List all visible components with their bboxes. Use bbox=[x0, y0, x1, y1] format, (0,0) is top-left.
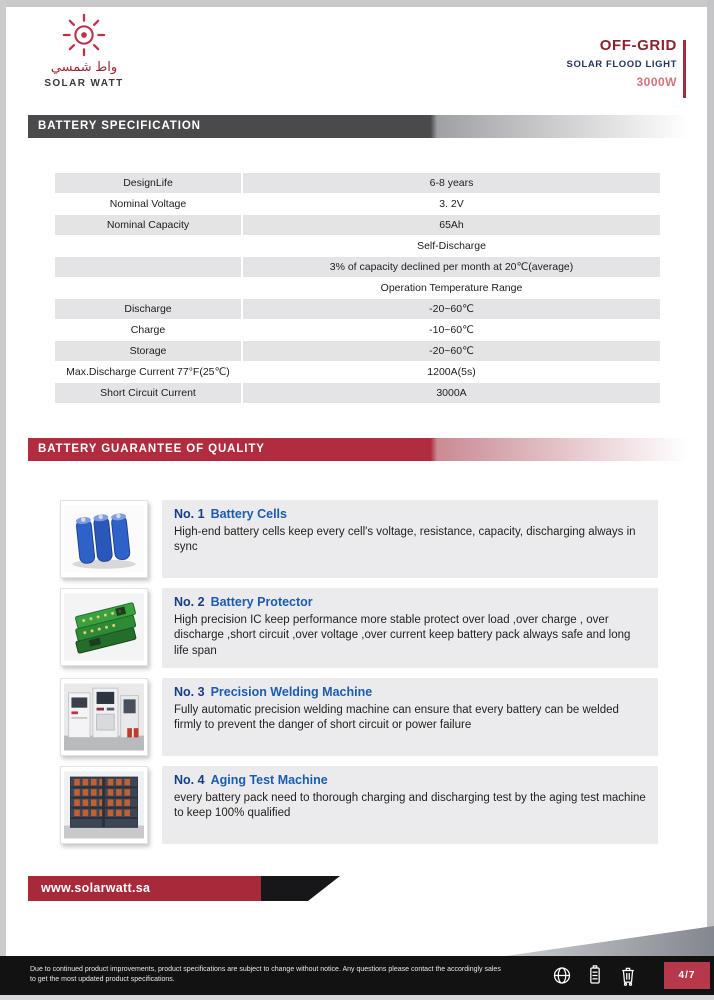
spec-label: Max.Discharge Current 77°F(25℃) bbox=[66, 366, 230, 378]
table-row bbox=[55, 215, 660, 235]
feature-description: Fully automatic precision welding machine can ensure that every battery can be welded firmly to prevent the danger of short circuit or power failure bbox=[174, 703, 619, 732]
product-line-offgrid: OFF-GRID bbox=[599, 37, 677, 54]
feature-number: No. 4 bbox=[174, 772, 205, 787]
brand-name: SOLAR WATT bbox=[44, 78, 124, 89]
quality-feature-list bbox=[60, 500, 658, 854]
spec-value: 3. 2V bbox=[439, 198, 464, 210]
spec-label bbox=[55, 278, 241, 298]
feature-heading bbox=[174, 685, 646, 699]
table-row bbox=[55, 173, 660, 193]
certification-icons bbox=[552, 963, 638, 988]
list-item bbox=[60, 588, 658, 668]
feature-number: No. 2 bbox=[174, 595, 205, 609]
feature-title: Battery Cells bbox=[210, 507, 287, 521]
website-banner: www.solarwatt.sa bbox=[28, 876, 261, 901]
aging-test-machine-photo bbox=[60, 766, 148, 844]
feature-text-welding-machine bbox=[162, 678, 658, 756]
spec-label: Discharge bbox=[55, 299, 241, 319]
product-line-name: SOLAR FLOOD LIGHT bbox=[566, 59, 677, 70]
waste-bin-icon bbox=[618, 963, 638, 988]
feature-text-battery-cells bbox=[162, 500, 658, 578]
spec-value: 65Ah bbox=[243, 215, 660, 235]
feature-title: Battery Protector bbox=[210, 595, 313, 609]
section-title-battery-specification: BATTERY SPECIFICATION bbox=[28, 115, 688, 138]
spec-label: DesignLife bbox=[55, 173, 241, 193]
spec-label bbox=[55, 236, 241, 256]
table-row bbox=[55, 194, 660, 214]
spec-label bbox=[55, 257, 241, 277]
battery-protector-photo bbox=[60, 588, 148, 666]
feature-number: No. 3 bbox=[174, 684, 205, 699]
feature-heading bbox=[174, 773, 646, 787]
battery-cells-image bbox=[64, 504, 144, 574]
table-row bbox=[55, 320, 660, 340]
spec-value: -20~60℃ bbox=[243, 299, 660, 319]
battery-protector-image bbox=[64, 592, 144, 662]
table-row bbox=[55, 341, 660, 361]
spec-value: 3000A bbox=[243, 383, 660, 403]
feature-description: High precision IC keep performance more stable protect over load ,over charge , over discharge ,short circuit ,over voltage ,over current keep battery pack always safe and long life span bbox=[174, 614, 631, 657]
feature-description: every battery pack need to thorough charging and discharging test by the aging test machine to keep 100% qualified bbox=[174, 791, 646, 820]
feature-title: Precision Welding Machine bbox=[210, 684, 373, 699]
scan-edge-top bbox=[0, 0, 714, 7]
feature-text-battery-protector bbox=[162, 588, 658, 668]
footer-swoosh-graphic bbox=[498, 926, 714, 957]
spec-value: -10~60℃ bbox=[429, 324, 474, 336]
table-row bbox=[55, 383, 660, 403]
list-item bbox=[60, 500, 658, 578]
globe-icon bbox=[552, 963, 572, 988]
welding-machine-photo bbox=[60, 678, 148, 756]
section-title-battery-guarantee: BATTERY GUARANTEE OF QUALITY bbox=[28, 438, 688, 461]
scan-edge-bottom bbox=[0, 995, 714, 1000]
table-row bbox=[55, 278, 660, 298]
battery-cells-photo bbox=[60, 500, 148, 578]
spec-label: Nominal Capacity bbox=[55, 215, 241, 235]
table-row bbox=[55, 236, 660, 256]
footer-disclaimer: Due to continued product improvements, product specifications are subject to change without notice. Any questions please contact the accordingly sales to get the most updated product specifications. bbox=[30, 966, 501, 983]
spec-value: Operation Temperature Range bbox=[380, 282, 523, 294]
header-divider-line bbox=[683, 40, 686, 98]
table-row bbox=[55, 257, 660, 277]
feature-heading bbox=[174, 507, 646, 521]
brand-logo bbox=[40, 12, 128, 89]
spec-value: 3% of capacity declined per month at 20℃(average) bbox=[243, 257, 660, 277]
scan-edge-right bbox=[707, 0, 714, 956]
product-title-block bbox=[567, 37, 677, 89]
feature-title: Aging Test Machine bbox=[210, 772, 328, 787]
feature-number: No. 1 bbox=[174, 507, 205, 521]
list-item bbox=[60, 766, 658, 844]
table-row bbox=[55, 362, 660, 382]
spec-label: Storage bbox=[55, 341, 241, 361]
feature-heading bbox=[174, 595, 646, 609]
scan-edge-left bbox=[0, 0, 6, 956]
spec-value: 6-8 years bbox=[243, 173, 660, 193]
spec-value: -20~60℃ bbox=[243, 341, 660, 361]
spec-value: Self-Discharge bbox=[417, 240, 486, 252]
spec-label: Charge bbox=[130, 324, 166, 336]
feature-description: High-end battery cells keep every cell's voltage, resistance, capacity, discharging always in sync bbox=[174, 526, 636, 554]
aging-test-machine-image bbox=[64, 770, 144, 840]
list-item bbox=[60, 678, 658, 756]
spec-label: Short Circuit Current bbox=[55, 383, 241, 403]
spec-label: Nominal Voltage bbox=[109, 198, 187, 210]
product-line-wattage: 3000W bbox=[636, 75, 677, 89]
battery-spec-table bbox=[55, 173, 660, 404]
page-number-badge: 4/7 bbox=[664, 962, 710, 989]
spec-value: 1200A(5s) bbox=[427, 366, 476, 378]
footer-bar bbox=[0, 956, 714, 995]
feature-text-aging-test-machine bbox=[162, 766, 658, 844]
welding-machine-image bbox=[64, 682, 144, 752]
table-row bbox=[55, 299, 660, 319]
battery-icon bbox=[585, 963, 605, 988]
brand-arabic-name: واط شمسي bbox=[50, 59, 118, 74]
sun-icon bbox=[61, 12, 107, 58]
